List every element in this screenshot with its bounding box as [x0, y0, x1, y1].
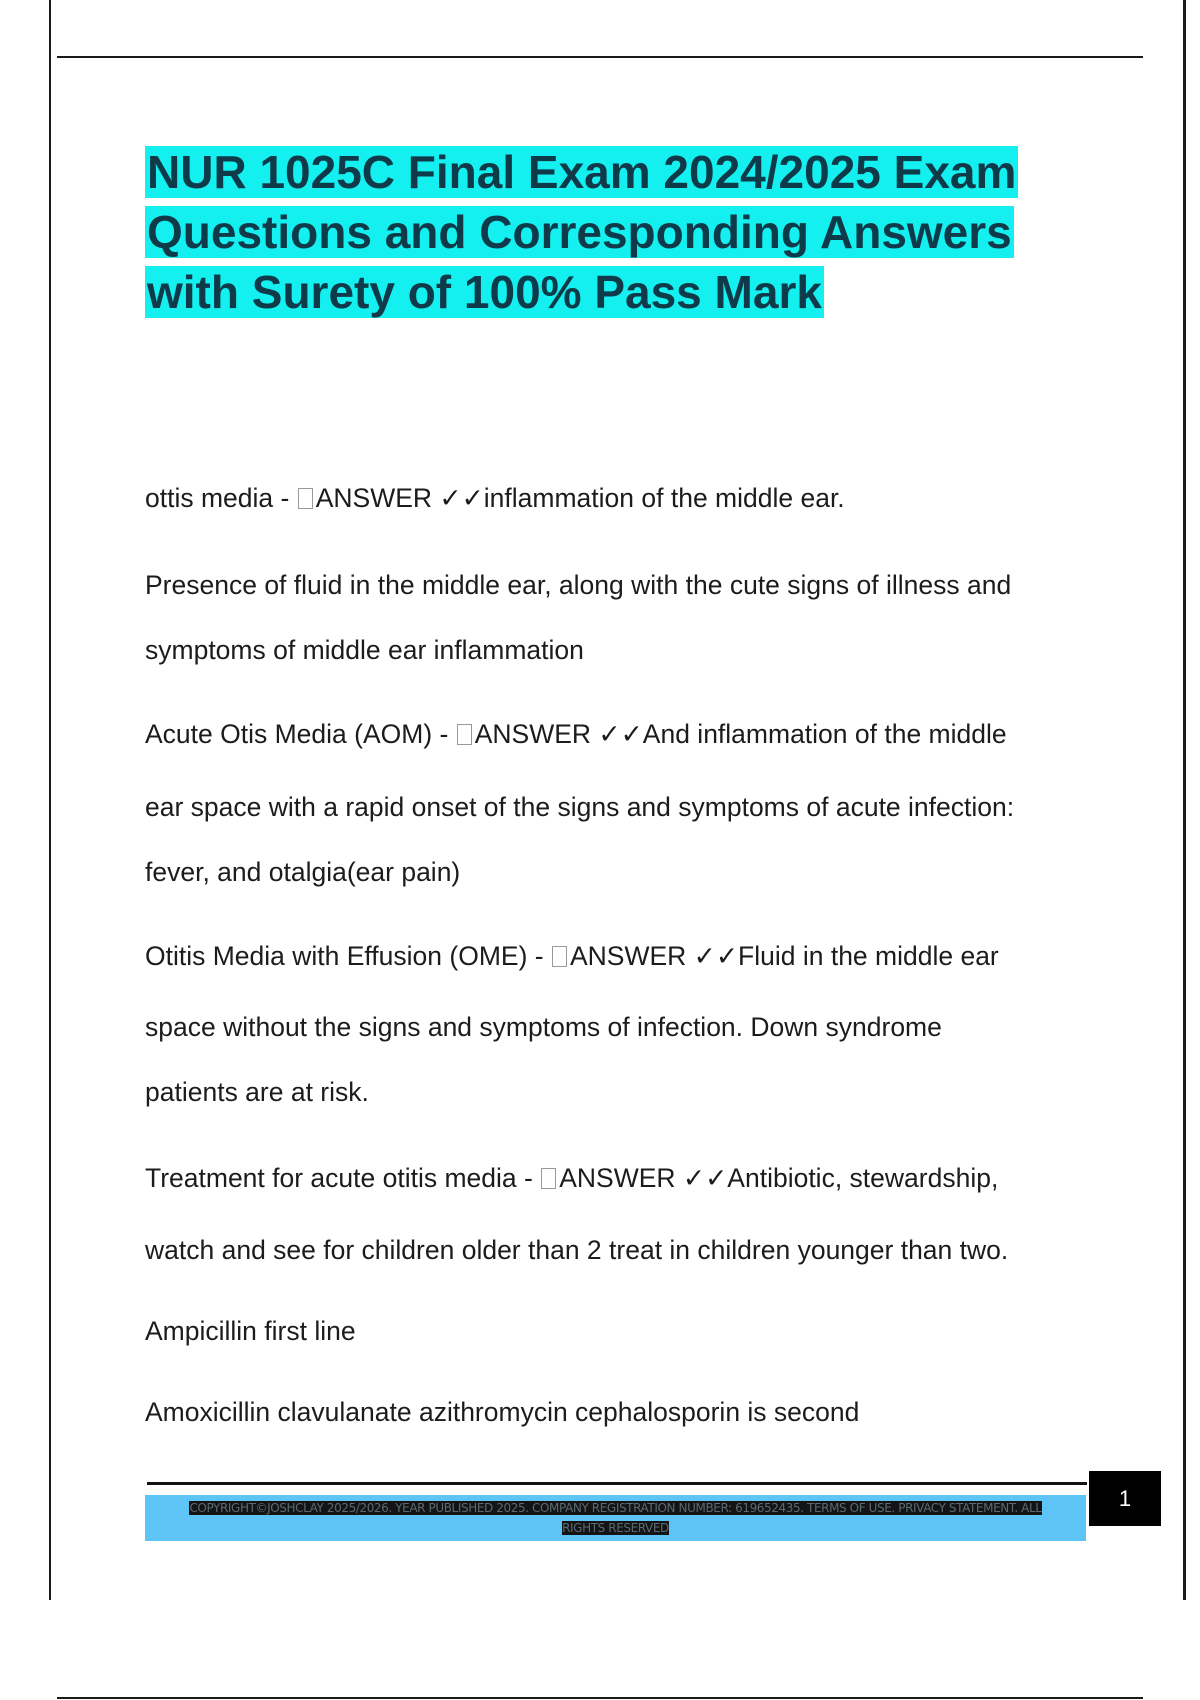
answer-text: ANSWER ✓✓Antibiotic, stewardship,: [559, 1163, 999, 1193]
footer-rule: [147, 1482, 1087, 1485]
missing-glyph-box-icon: [298, 488, 313, 509]
missing-glyph-box-icon: [457, 724, 472, 745]
term-acute-otitis-media: [145, 719, 1085, 750]
answer-line: space without the signs and symptoms of infection. Down syndrome: [145, 1012, 942, 1042]
answer-text: ANSWER ✓✓And inflammation of the middle: [474, 719, 1007, 749]
answer-line: Amoxicillin clavulanate azithromycin cephalosporin is second: [145, 1397, 860, 1427]
answer-line: patients are at risk.: [145, 1077, 369, 1107]
missing-glyph-box-icon: [541, 1168, 556, 1189]
answer-line: fever, and otalgia(ear pain): [145, 857, 461, 887]
term-treatment-aom: [145, 1163, 1085, 1194]
page-number: 1: [1089, 1471, 1161, 1526]
term-label: Acute Otis Media (AOM) -: [145, 719, 456, 749]
document-title-text: NUR 1025C Final Exam 2024/2025 Exam Questions and Corresponding Answers with Surety of 100% Pass Mark: [147, 146, 1017, 318]
answer-line: ear space with a rapid onset of the signs and symptoms of acute infection:: [145, 792, 1015, 822]
document-title: [145, 142, 1105, 322]
copyright-text: COPYRIGHT©JOSHCLAY 2025/2026. YEAR PUBLISHED 2025. COMPANY REGISTRATION NUMBER: 619652435. TERMS OF USE. PRIVACY STATEMENT. ALL RIGHTS RESERVED: [189, 1501, 1042, 1535]
answer-line: watch and see for children older than 2 treat in children younger than two.: [145, 1235, 1009, 1265]
term-otitis-media: [145, 483, 1085, 514]
next-page-rule: [57, 1697, 1143, 1699]
term-label: Otitis Media with Effusion (OME) -: [145, 941, 551, 971]
copyright-footer: [145, 1495, 1086, 1541]
answer-line: symptoms of middle ear inflammation: [145, 635, 584, 665]
page-border-right: [1183, 0, 1186, 1600]
answer-line: Ampicillin first line: [145, 1316, 356, 1346]
term-label: Treatment for acute otitis media -: [145, 1163, 541, 1193]
answer-text: ANSWER ✓✓Fluid in the middle ear: [569, 941, 999, 971]
answer-line: Presence of fluid in the middle ear, along with the cute signs of illness and: [145, 570, 1012, 600]
missing-glyph-box-icon: [552, 946, 567, 967]
answer-text: ANSWER ✓✓inflammation of the middle ear.: [315, 483, 845, 513]
page-border-left: [49, 0, 51, 1600]
term-label: ottis media -: [145, 483, 297, 513]
header-rule: [57, 56, 1143, 58]
term-otitis-media-effusion: [145, 941, 1085, 972]
copyright-text-wrap: [176, 1498, 1056, 1538]
